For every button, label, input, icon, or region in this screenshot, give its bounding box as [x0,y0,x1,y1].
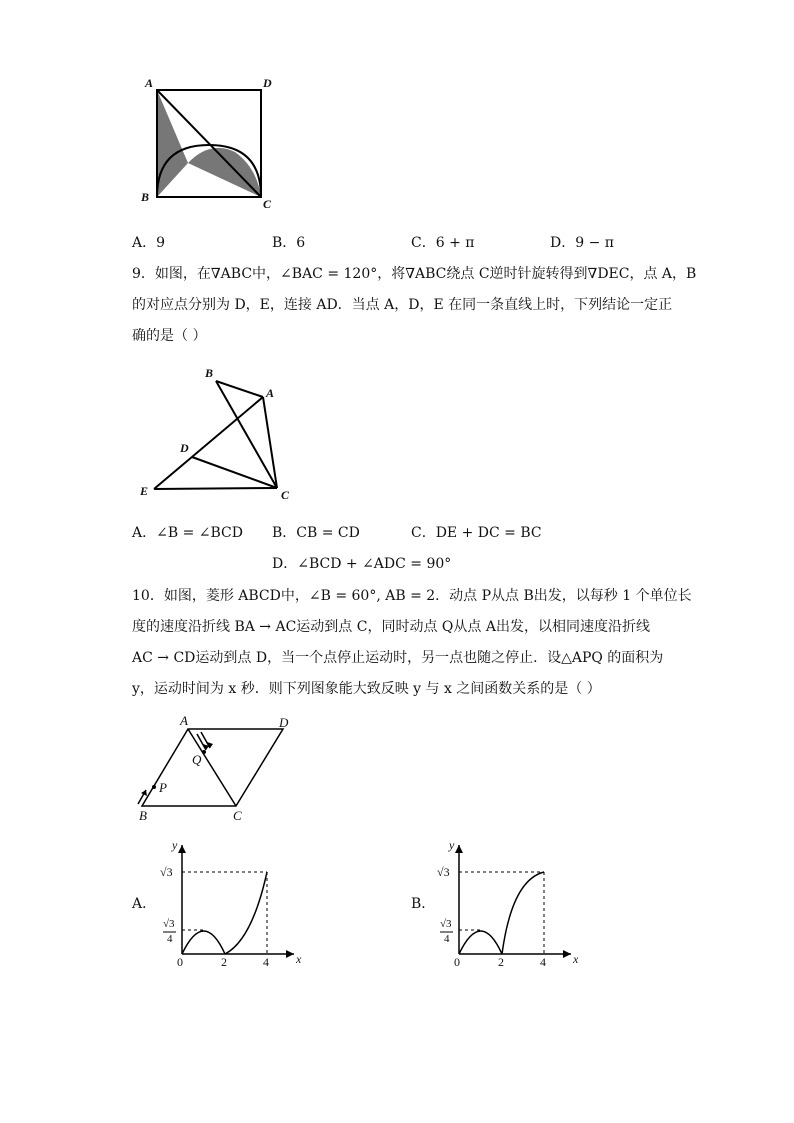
q9-label-d: D [180,441,189,455]
q9-option-d: D．∠BCD + ∠ADC = 90° [272,556,452,572]
q10-stem-line3: AC → CD运动到点 D，当一个点停止运动时，另一点也随之停止．设△APQ 的面积为 [132,650,664,666]
q8-label-d: D [263,76,272,90]
graph-a-origin: 0 [177,955,183,969]
graph-b-sqrt3-label: √3 [437,865,450,879]
q10-label-b: B [139,808,147,823]
q10-stem-line4: y，运动时间为 x 秒．则下列图象能大致反映 y 与 x 之间函数关系的是（ ） [132,681,601,697]
graph-a-tick-4: 4 [263,955,269,969]
q9-stem-line1: 9．如图，在∇ABC中，∠BAC = 120°，将∇ABC绕点 C逆时针旋转得到∇DEC，点 A，B [132,266,697,282]
graph-b-tick-2: 2 [498,955,504,969]
graph-a-tick-2: 2 [221,955,227,969]
q9-label-c: C [281,488,290,502]
graph-b-y-label: y [449,838,455,852]
q10-label-d: D [279,715,289,730]
graph-a-x-label: x [296,952,302,966]
q9-label-a: A [266,386,275,400]
graph-b-option-label: B． [411,896,436,912]
q10-stem-line1: 10．如图，菱形 ABCD中，∠B = 60°, AB = 2．动点 P从点 B出发，以每秒 1 个单位长 [132,588,692,604]
q8-label-b: B [141,190,150,204]
graph-a-sqrt3-label: √3 [160,865,173,879]
q9-option-b: B．CB = CD [272,525,360,541]
q9-label-e: E [140,484,149,498]
q8-label-a: A [145,76,154,90]
graph-a-frac-num: √3 [163,918,175,930]
graph-b-x-label: x [573,952,579,966]
q8-label-c: C [263,197,272,211]
q10-label-p: P [159,780,167,795]
q9-option-a: A．∠B = ∠BCD [132,525,243,541]
q10-label-a: A [180,713,188,728]
graph-b-tick-4: 4 [540,955,546,969]
q8-option-c: C．6 + π [411,235,475,251]
graph-a-option-label: A． [132,896,157,912]
graph-a-y-label: y [172,838,178,852]
q8-option-a: A．9 [132,235,166,251]
graph-b-frac-den: 4 [444,933,450,945]
q10-stem-line2: 度的速度沿折线 BA → AC运动到点 C，同时动点 Q从点 A出发，以相同速度沿折线 [132,619,650,635]
q9-stem-line2: 的对应点分别为 D，E，连接 AD．当点 A，D，E 在同一条直线上时，下列结论一定正 [132,297,673,313]
q9-label-b: B [205,366,214,380]
graph-b-frac-num: √3 [440,918,452,930]
q8-option-b: B．6 [272,235,306,251]
q10-label-c: C [233,808,242,823]
q9-option-c: C．DE + DC = BC [411,525,542,541]
q8-option-d: D．9 − π [550,235,614,251]
q10-label-q: Q [192,752,202,767]
graph-a-frac-den: 4 [167,933,173,945]
graph-b-origin: 0 [454,955,460,969]
q9-stem-line3: 确的是（ ） [132,328,207,344]
